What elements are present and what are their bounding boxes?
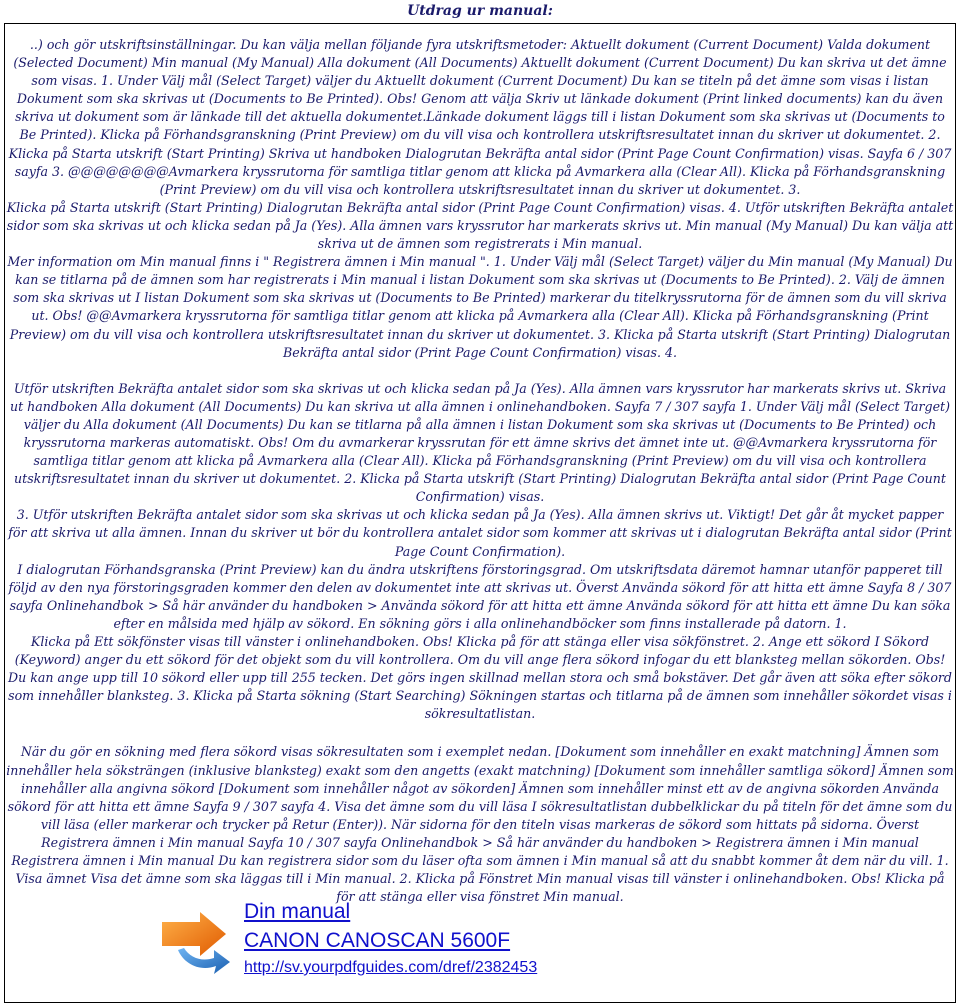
paragraph-3: Klicka på Starta utskrift (Start Printing) Dialogrutan Bekräfta antal sidor (Print Page Count Confirmation) visas. 4. Utför utskriften Bekräfta antalet sidor som ska skrivas ut och klicka sedan på Ja (Yes). Alla ämnen vars kryssrutor har markerats skrivs ut. Min manual (My Manual) Du kan välja att skriva ut de ämnen som registrerats i Min manual. [6,199,954,252]
manual-link[interactable]: Din manual [244,900,351,923]
paragraph-2: Klicka på Starta utskrift (Start Printing) Skriva ut handboken Dialogrutan Bekräfta antal sidor (Print Page Count Confirmation) visas. Sayfa 6 / 307 sayfa 3. @@@@@@@@Avmarkera kryssrutorna för samtliga titlar genom att klicka på Avmarkera alla (Clear All). Klicka på Förhandsgranskning (Print Preview) om du vill visa och kontrollera utskriftsresultatet innan du skriver ut dokumentet. 3. [8,145,952,197]
arrow-logo-icon [156,904,234,976]
footer [156,898,856,990]
paragraph-4: Mer information om Min manual finns i " Registrera ämnen i Min manual ". 1. Under Välj mål (Select Target) väljer du Min manual (My Manual) Du kan se titlarna på de ämnen som har registrerats i Min manual i listan Dokument som ska skrivas ut (Documents to Be Printed). 2. Välj de ämnen som ska skrivas ut I listan Dokument som ska skrivas ut (Documents to Be Printed) markerar du titelkryssrutorna för de ämnen som du vill skriva ut. Obs! @@Avmarkera kryssrutorna för samtliga titlar genom att klicka på Avmarkera alla (Clear All). Klicka på Förhandsgranskning (Print Preview) om du vill visa och kontrollera utskriftsresultatet innan du skriver ut dokumentet. 3. Klicka på Starta utskrift (Start Printing) Dialogrutan Bekräfta antal sidor (Print Page Count Confirmation) visas. 4. [7,254,953,360]
url-link[interactable]: http://sv.yourpdfguides.com/dref/2382453 [244,959,538,976]
page-title: Utdrag ur manual: [407,3,553,19]
paragraph-5: Utför utskriften Bekräfta antalet sidor som ska skrivas ut och klicka sedan på Ja (Yes). Alla ämnen vars kryssrutor har markerats skrivs ut. Skriva ut handboken Alla dokument (All Documents) Du kan skriva ut alla ämnen i onlinehandboken. Sayfa 7 / 307 sayfa 1. Under Välj mål (Select Target) väljer du Alla dokument (All Documents) Du kan se titlarna på alla ämnen i listan Dokument som ska skrivas ut (Documents to Be Printed) och kryssrutorna markeras automatiskt. Obs! Om du avmarkerar kryssrutan för ett ämne skrivs det ämnet inte ut. @@Avmarkera kryssrutorna för samtliga titlar genom att klicka på Avmarkera alla (Clear All). Klicka på Förhandsgranskning (Print Preview) om du vill visa och kontrollera utskriftsresultatet innan du skriver ut dokumentet. 2. Klicka på Starta utskrift (Start Printing) Dialogrutan Bekräfta antal sidor (Print Page Count Confirmation) visas. [9,380,951,505]
product-link[interactable]: CANON CANOSCAN 5600F [244,929,511,952]
paragraph-6: 3. Utför utskriften Bekräfta antalet sidor som ska skrivas ut och klicka sedan på Ja (Yes). Alla ämnen skrivs ut. Viktigt! Det går åt mycket papper för att skriva ut alla ämnen. Innan du skriver ut bör du kontrollera antalet sidor som kommer att skrivas ut i dialogrutan Bekräfta antal sidor (Print Page Count Confirmation). [8,507,952,559]
paragraph-8: Klicka på Ett sökfönster visas till vänster i onlinehandboken. Obs! Klicka på för att stänga eller visa sökfönstret. 2. Ange ett sökord I Sökord (Keyword) anger du ett sökord för det objekt som du vill kontrollera. Om du vill ange flera sökord infogar du ett blanksteg mellan sökorden. Obs! Du kan ange upp till 10 sökord eller upp till 255 tecken. Det görs ingen skillnad mellan stora och små bokstäver. Det går även att söka efter sökord som innehåller blanksteg. 3. Klicka på Starta sökning (Start Searching) Sökningen startas och titlarna på de ämnen som innehåller sökordet visas i sökresultatlistan. [7,634,952,722]
paragraph-9: När du gör en sökning med flera sökord visas sökresultaten som i exemplet nedan. [Dokument som innehåller en exakt matchning] Ämnen som innehåller hela söksträngen (inklusive blanksteg) exakt som den angetts (exakt matchning) [Dokument som innehåller samtliga sökord] Ämnen som innehåller alla angivna sökord [Dokument som innehåller något av sökorden] Ämnen som innehåller minst ett av de angivna sökorden Använda sökord för att hitta ett ämne Sayfa 9 / 307 sayfa 4. Visa det ämne som du vill läsa I sökresultatlistan dubbelklickar du på titeln för det ämne som du vill läsa (eller markerar och trycker på Retur (Enter)). När sidorna för den titeln visas markeras de sökord som hittats på sidorna. Överst Registrera ämnen i Min manual Sayfa 10 / 307 sayfa Onlinehandbok > Så här använder du handboken > Registrera ämnen i Min manual Registrera ämnen i Min manual Du kan registrera sidor som du läser ofta som ämnen i Min manual så att du snabbt kommer åt dem när du vill. 1. Visa ämnet Visa det ämne som ska läggas till i Min manual. 2. Klicka på Fönstret Min manual visas till vänster i onlinehandboken. Obs! Klicka på för att stänga eller visa fönstret Min manual. [6,744,954,905]
paragraph-1: ..) och gör utskriftsinställningar. Du kan välja mellan följande fyra utskriftsmetoder: Aktuellt dokument (Current Document) Valda dokument (Selected Document) Min manual (My Manual) Alla dokument (All Documents) Aktuellt dokument (Current Document) Du kan skriva ut det ämne som visas. 1. Under Välj mål (Select Target) väljer du Aktuellt dokument (Current Document) Du kan se titeln på det ämne som visas i listan Dokument som ska skrivas ut (Documents to Be Printed). Obs! Genom att välja Skriv ut länkade dokument (Print linked documents) kan du även skriva ut dokument som är länkade till det aktuella dokumentet.Länkade dokument läggs till i listan Dokument som ska skrivas ut (Documents to Be Printed). Klicka på Förhandsgranskning (Print Preview) om du vill visa och kontrollera utskriftsresultatet innan du skriver ut dokumentet. 2. [13,37,947,143]
paragraph-7: I dialogrutan Förhandsgranska (Print Preview) kan du ändra utskriftens förstoringsgrad. Om utskriftsdata däremot hamnar utanför papperet till följd av den nya förstoringsgraden kommer den delen av dokumentet inte att skrivas ut. Överst Använda sökord för att hitta ett ämne Sayfa 8 / 307 sayfa Onlinehandbok > Så här använder du handboken > Använda sökord för att hitta ett ämne Använda sökord för att hitta ett ämne Du kan söka efter en målsida med hjälp av sökord. En sökning görs i alla onlinehandböcker som finns installerade på datorn. 1. [8,561,952,631]
footer-links [244,898,537,980]
manual-excerpt-text [6,36,954,906]
